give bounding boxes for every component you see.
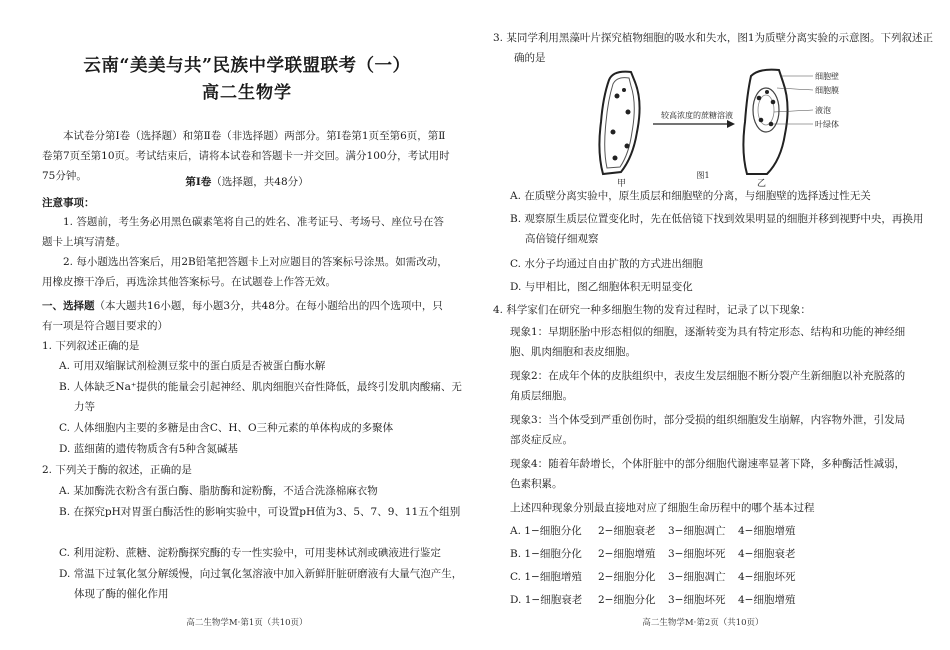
notice-2: 2. 每小题选出答案后，用2B铅笔把答题卡上对应题目的答案标号涂黑。如需改动，用橡皮擦干净后，再选涂其他答案标号。在试题卷上作答无效。 [42, 256, 448, 288]
section-heading [42, 296, 452, 336]
question-2-stem: 2. 下列关于酶的叙述，正确的是 [42, 464, 192, 476]
arrow [653, 120, 735, 128]
notice-heading: 注意事项： [42, 197, 95, 209]
question-1-option-d: D. 蓝细菌的遗传物质含有5种含氮碱基 [59, 443, 238, 455]
label-vacuole: 液泡 [815, 106, 831, 115]
plasmolysis-diagram [591, 62, 891, 187]
cell-jia [599, 72, 639, 174]
question-4-option-d: D. 1−细胞衰老 2−细胞分化 3−细胞坏死 4−细胞增殖 [510, 594, 796, 606]
part1-heading-bold: 第Ⅰ卷 [185, 176, 212, 188]
question-3-option-b: B. 观察原生质层位置变化时，先在低倍镜下找到效果明显的细胞并移到视野中央，再换用高倍镜仔细观察 [510, 213, 924, 245]
label-cell-wall: 细胞壁 [815, 72, 839, 81]
question-1-stem: 1. 下列叙述正确的是 [42, 340, 140, 352]
page-footer-2: 高二生物学M·第2页（共10页） [642, 618, 764, 628]
phenomenon-3: 现象3：当个体受到严重创伤时，部分受损的组织细胞发生崩解，内容物外泄，引发局部炎症反应。 [510, 414, 906, 446]
question-3-stem: 3. 某同学利用黑藻叶片探究植物细胞的吸水和失水，图1为质壁分离实验的示意图。下列叙述正确的是 [493, 32, 934, 64]
label-cell-membrane: 细胞膜 [815, 86, 839, 95]
exam-intro: 本试卷分第Ⅰ卷（选择题）和第Ⅱ卷（非选择题）两部分。第Ⅰ卷第1页至第6页，第Ⅱ卷第7页至第10页。考试结束后，请将本试卷和答题卡一并交回。满分100分，考试用时75分钟。 [42, 130, 450, 182]
phenomenon-4: 现象4：随着年龄增长，个体肝脏中的部分细胞代谢速率显著下降，多种酶活性减弱，色素积累。 [510, 458, 906, 490]
part1-heading-rest: （选择题，共48分） [211, 176, 309, 188]
label-chloroplast: 叶绿体 [815, 120, 839, 129]
part1-heading [42, 172, 452, 192]
question-2-option-c: C. 利用淀粉、蔗糖、淀粉酶探究酶的专一性实验中，可用斐林试剂或碘液进行鉴定 [59, 547, 441, 559]
question-4-option-c: C. 1−细胞增殖 2−细胞分化 3−细胞凋亡 4−细胞坏死 [510, 571, 796, 583]
cell-yi [743, 70, 813, 174]
question-3-option-c: C. 水分子均通过自由扩散的方式进出细胞 [510, 258, 703, 270]
question-4-option-b: B. 1−细胞分化 2−细胞增殖 3−细胞坏死 4−细胞衰老 [510, 548, 796, 560]
plasmolysis-figure [591, 62, 891, 187]
question-2-option-b: B. 在探究pH对胃蛋白酶活性的影响实验中，可设置pH值为3、5、7、9、11五个组别 [59, 506, 461, 518]
question-1-option-c: C. 人体细胞内主要的多糖是由含C、H、O三种元素的单体构成的多聚体 [59, 422, 394, 434]
question-2-option-d: D. 常温下过氧化氢分解缓慢，向过氧化氢溶液中加入新鲜肝脏研磨液有大量气泡产生，体现了酶的催化作用 [59, 568, 463, 600]
exam-subject: 高二生物学 [202, 83, 292, 103]
phenomenon-2: 现象2：在成年个体的皮肤组织中，表皮生发层细胞不断分裂产生新细胞以补充脱落的角质层细胞。 [510, 370, 906, 402]
question-1-option-a: A. 可用双缩脲试剂检测豆浆中的蛋白质是否被蛋白酶水解 [59, 360, 326, 372]
question-4-option-a: A. 1−细胞分化 2−细胞衰老 3−细胞凋亡 4−细胞增殖 [510, 525, 796, 537]
page-footer-1: 高二生物学M·第1页（共10页） [186, 618, 308, 628]
phenomenon-1: 现象1：早期胚胎中形态相似的细胞，逐渐转变为具有特定形态、结构和功能的神经细胞、肌肉细胞和表皮细胞。 [510, 326, 906, 358]
question-1-option-b: B. 人体缺乏Na⁺提供的能量会引起神经、肌肉细胞兴奋性降低，最终引发肌肉酸痛、无力等 [59, 381, 462, 413]
arrow-label: 较高浓度的蔗糖溶液 [661, 111, 733, 120]
section-heading-bold: 一、选择题 [42, 300, 95, 312]
exam-title: 云南“美美与共”民族中学联盟联考（一） [83, 56, 411, 76]
label-yi: 乙 [757, 178, 767, 188]
question-3-option-a: A. 在质壁分离实验中，原生质层和细胞壁的分离，与细胞壁的选择透过性无关 [510, 190, 871, 202]
notice-1: 1. 答题前，考生务必用黑色碳素笔将自己的姓名、准考证号、考场号、座位号在答题卡上填写清楚。 [42, 216, 444, 248]
label-jia: 甲 [617, 178, 627, 188]
question-4-stem: 4. 科学家们在研究一种多细胞生物的发育过程时，记录了以下现象： [493, 304, 811, 316]
question-2-option-a: A. 某加酶洗衣粉含有蛋白酶、脂肪酶和淀粉酶，不适合洗涤棉麻衣物 [59, 485, 378, 497]
figure-caption: 图1 [696, 171, 710, 180]
question-4-prompt: 上述四种现象分别最直接地对应了细胞生命历程中的哪个基本过程 [510, 502, 815, 514]
question-3-option-d: D. 与甲相比，图乙细胞体积无明显变化 [510, 281, 693, 293]
section-heading-rest: （本大题共16小题，每小题3分，共48分。在每小题给出的四个选项中，只有一项是符合题目要求的） [42, 300, 443, 332]
